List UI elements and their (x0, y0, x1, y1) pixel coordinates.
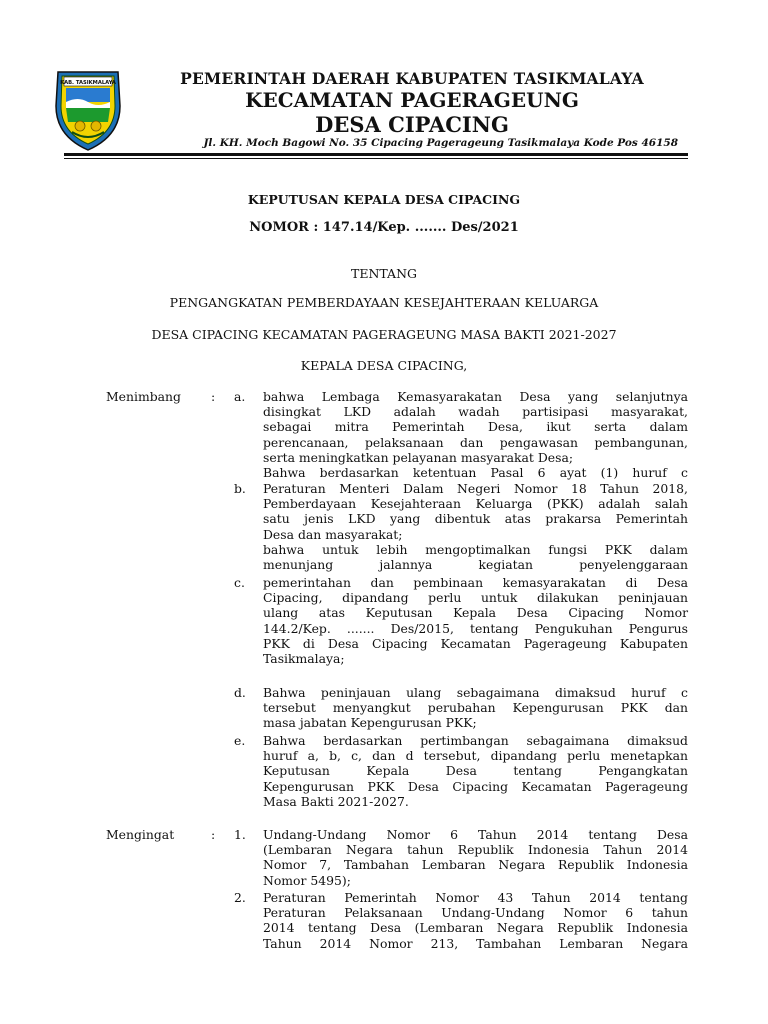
item-marker: 1. (234, 827, 246, 842)
letterhead-district: KECAMATAN PAGERAGEUNG (245, 88, 579, 112)
item-text: bahwa Lembaga Kemasyarakatan Desa yang selanjutnya disingkat LKD adalah wadah partisipasi masyarakat, sebagai mitra Pemerintah Desa, ikut serta dalam perencanaan, pelaksanaan dan pengawasan pembangunan, serta meningkatkan pelayanan masyarakat Desa; Bahwa berdasarkan ketentuan Pasal 6 ayat (1) huruf c (263, 389, 688, 481)
item-marker: a. (234, 389, 246, 404)
item-text: Undang-Undang Nomor 6 Tahun 2014 tentang Desa (Lembaran Negara tahun Republik Indonesia Tahun 2014 Nomor 7, Tambahan Lembaran Negara Republik Indonesia Nomor 5495); (263, 827, 688, 888)
decree-subject-line2: DESA CIPACING KECAMATAN PAGERAGEUNG MASA BAKTI 2021-2027 (151, 327, 617, 342)
svg-text:KAB. TASIKMALAYA: KAB. TASIKMALAYA (60, 80, 116, 86)
letterhead (0, 0, 768, 160)
considering-label: Menimbang (106, 389, 181, 404)
item-marker: c. (234, 575, 245, 590)
letterhead-government: PEMERINTAH DAERAH KABUPATEN TASIKMALAYA (180, 69, 644, 88)
item-marker: 2. (234, 890, 246, 905)
decree-about-heading: TENTANG (350, 266, 417, 281)
item-text: Peraturan Pemerintah Nomor 43 Tahun 2014 tentang Peraturan Pelaksanaan Undang-Undang Nomor 6 tahun 2014 tentang Desa (Lembaran Negara Republik Indonesia Tahun 2014 Nomor 213, Tambahan Lembaran Negara (263, 890, 688, 951)
item-text: Peraturan Menteri Dalam Negeri Nomor 18 Tahun 2018, Pemberdayaan Kesejahteraan Keluarga (PKK) adalah salah satu jenis LKD yang dibentuk atas prakarsa Pemerintah Desa dan masyarakat; bahwa untuk lebih mengoptimalkan fungsi PKK dalam menunjang jalannya kegiatan penyelenggaraan (263, 481, 688, 573)
decree-number: NOMOR : 147.14/Kep. ....... Des/2021 (249, 220, 519, 235)
recalling-label: Mengingat (106, 827, 175, 842)
decree-title: KEPUTUSAN KEPALA DESA CIPACING (247, 192, 521, 207)
regency-emblem-logo (50, 66, 126, 154)
item-marker: d. (234, 685, 246, 700)
item-text: Bahwa peninjauan ulang sebagaimana dimaksud huruf c tersebut menyangkut perubahan Kepengurusan PKK dan masa jabatan Kepengurusan PKK; (263, 685, 688, 731)
letterhead-village: DESA CIPACING (315, 112, 509, 137)
item-text: pemerintahan dan pembinaan kemasyarakatan di Desa Cipacing, dipandang perlu untuk dilakukan peninjauan ulang atas Keputusan Kepala Desa Cipacing Nomor 144.2/Kep. ....... Des/2015, tentang Pengukuhan Pengurus PKK di Desa Cipacing Kecamatan Pagerageung Kabupaten Tasikmalaya; (263, 575, 688, 667)
letterhead-address: Jl. KH. Moch Bagowi No. 35 Cipacing Pagerageung Tasikmalaya Kode Pos 46158 (203, 137, 678, 149)
decree-subject-line1: PENGANGKATAN PEMBERDAYAAN KESEJAHTERAAN KELUARGA (169, 295, 599, 310)
item-marker: b. (234, 481, 246, 496)
item-text: Bahwa berdasarkan pertimbangan sebagaimana dimaksud huruf a, b, c, dan d tersebut, dipandang perlu menetapkan Keputusan Kepala Desa tentang Pengangkatan Kepengurusan PKK Desa Cipacing Kecamatan Pagerageung Masa Bakti 2021-2027. (263, 733, 688, 809)
letterhead-rule-thick (64, 153, 688, 156)
considering-colon: : (211, 389, 216, 404)
recalling-colon: : (211, 827, 216, 842)
letterhead-rule-thin (64, 158, 688, 159)
item-marker: e. (234, 733, 246, 748)
decree-issuer: KEPALA DESA CIPACING, (300, 358, 468, 373)
